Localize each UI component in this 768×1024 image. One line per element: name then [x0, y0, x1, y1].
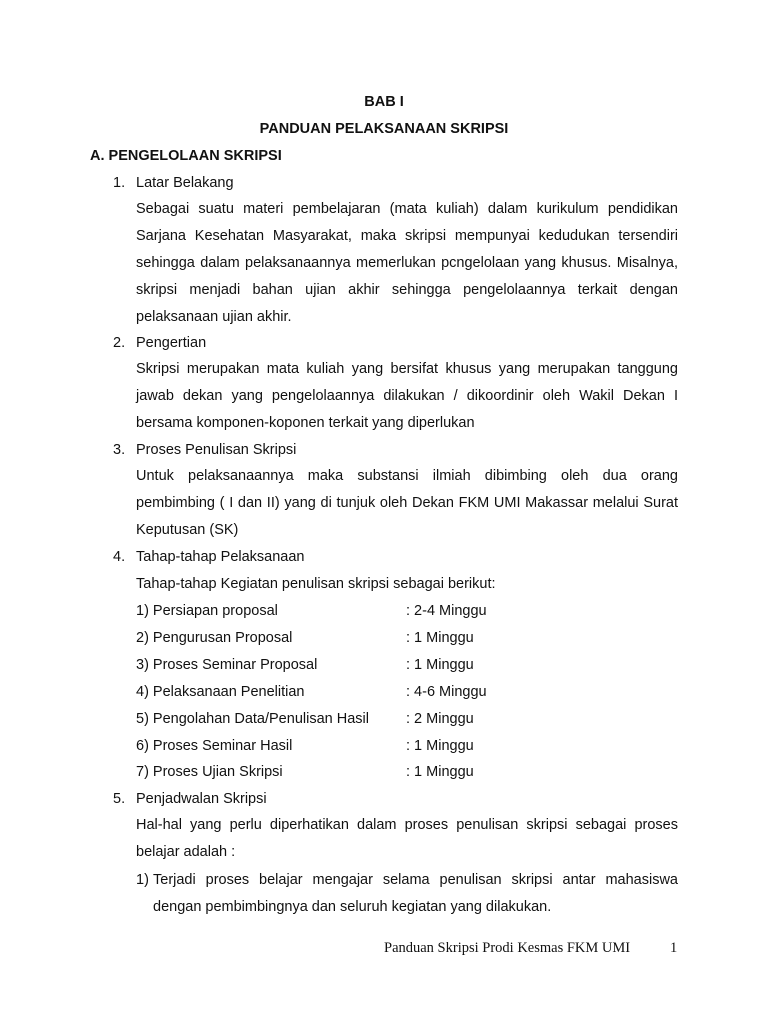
schedule-label: 7) Proses Ujian Skripsi — [136, 764, 283, 780]
subitem-marker: 1) — [136, 872, 149, 888]
schedule-duration: : 2-4 Minggu — [406, 603, 487, 619]
schedule-label: 3) Proses Seminar Proposal — [136, 657, 318, 673]
schedule-duration: : 1 Minggu — [406, 657, 474, 673]
schedule-duration: : 1 Minggu — [406, 630, 474, 646]
item-title: Pengertian — [136, 335, 207, 351]
item-number: 4. — [113, 549, 126, 565]
chapter-label: BAB I — [364, 94, 404, 110]
schedule-label: 6) Proses Seminar Hasil — [136, 738, 293, 754]
item-body: Sebagai suatu materi pembelajaran (mata kuliah) dalam kurikulum pendidikan Sarjana Kesehatan Masyarakat, maka skripsi mempunyai kedudukan tersendiri sehingga dalam pelaksanaannya memerlukan pcngelolaan yang khusus. Misalnya, skripsi menjadi bahan ujian akhir sehingga pengelolaannya terkait dengan pelaksanaan ujian akhir. — [136, 201, 678, 325]
item-body: Skripsi merupakan mata kuliah yang bersifat khusus yang merupakan tanggung jawab dekan yang pengelolaannya dilakukan / dikoordinir oleh Wakil Dekan I bersama komponen-koponen terkait yang diperlukan — [136, 361, 678, 431]
item-number: 1. — [113, 175, 126, 191]
item-title: Penjadwalan Skripsi — [136, 791, 267, 807]
page-number: 1 — [670, 940, 678, 956]
item-number: 2. — [113, 335, 126, 351]
item-body: Untuk pelaksanaannya maka substansi ilmiah dibimbing oleh dua orang pembimbing ( I dan II) yang di tunjuk oleh Dekan FKM UMI Makassar melalui Surat Keputusan (SK) — [136, 468, 678, 538]
item-number: 5. — [113, 791, 126, 807]
subitem-text-line2: dengan pembimbingnya dan seluruh kegiatan yang dilakukan. — [153, 899, 552, 915]
schedule-duration: : 4-6 Minggu — [406, 684, 487, 700]
item-number: 3. — [113, 442, 126, 458]
schedule-label: 1) Persiapan proposal — [136, 603, 278, 619]
schedule-duration: : 2 Minggu — [406, 711, 474, 727]
page-footer: Panduan Skripsi Prodi Kesmas FKM UMI — [384, 940, 631, 956]
item-title: Proses Penulisan Skripsi — [136, 442, 297, 458]
schedule-duration: : 1 Minggu — [406, 738, 474, 754]
schedule-label: 5) Pengolahan Data/Penulisan Hasil — [136, 711, 369, 727]
schedule-label: 2) Pengurusan Proposal — [136, 630, 293, 646]
schedule-label: 4) Pelaksanaan Penelitian — [136, 684, 305, 700]
item-body: Hal-hal yang perlu diperhatikan dalam proses penulisan skripsi sebagai proses belajar adalah : — [136, 817, 678, 860]
item-intro: Tahap-tahap Kegiatan penulisan skripsi sebagai berikut: — [136, 576, 496, 592]
section-heading: A. PENGELOLAAN SKRIPSI — [90, 148, 282, 164]
schedule-duration: : 1 Minggu — [406, 764, 474, 780]
document-title: PANDUAN PELAKSANAAN SKRIPSI — [259, 121, 509, 137]
subitem-text-line1: Terjadi proses belajar mengajar selama penulisan skripsi antar mahasiswa — [153, 872, 678, 888]
item-title: Latar Belakang — [136, 175, 234, 191]
item-title: Tahap-tahap Pelaksanaan — [136, 549, 305, 565]
